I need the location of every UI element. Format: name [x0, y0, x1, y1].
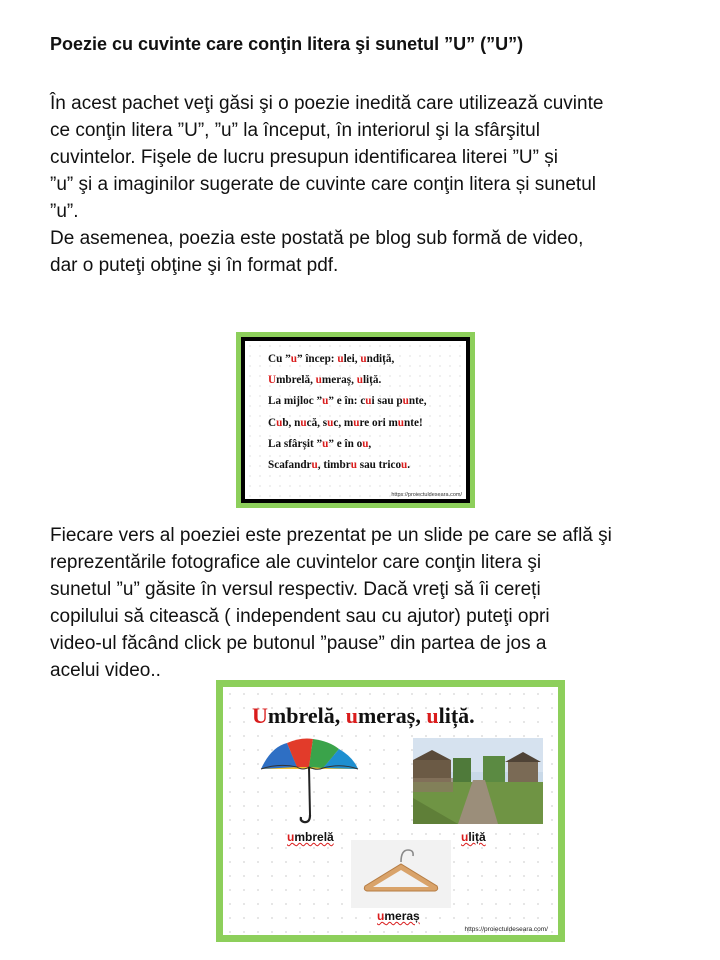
poem-line [268, 370, 466, 391]
highlight-letter-u: u [426, 703, 439, 728]
text-run: că, s [306, 416, 328, 429]
street-picture [413, 738, 543, 824]
text-run: c, m [333, 416, 354, 429]
text-run: ndiță, [366, 353, 395, 365]
text-run: ” e în: c [328, 395, 366, 408]
highlight-letter-u: u [327, 416, 334, 429]
text-run: ” încep: [296, 353, 338, 365]
text-run: i sau p [371, 395, 403, 408]
text-run: meraș, [321, 374, 357, 387]
text-run: liță [468, 830, 486, 844]
text-run: , [368, 437, 372, 450]
highlight-letter-u: u [290, 353, 297, 365]
text-run: nte, [408, 395, 427, 408]
text-run: C [268, 416, 277, 429]
intro-line: De asemenea, poezia este postată pe blog sub formă de video, [50, 228, 584, 249]
intro-line: cuvintelor. Fişele de lucru presupun identificarea literei ”U” și [50, 147, 558, 168]
word-slide-image [216, 680, 565, 942]
text-run: nte! [404, 416, 423, 429]
text-run: meraș, [357, 703, 427, 728]
highlight-letter-u: u [337, 353, 344, 365]
video-line: video-ul făcând click pe butonul ”pause” din partea de jos a [50, 633, 547, 654]
text-run: liță. [438, 703, 475, 728]
highlight-letter-u: u [315, 374, 322, 387]
video-paragraph [50, 522, 700, 684]
video-line: sunetul ”u” găsite în versul respectiv. Dacă vreţi să îi cereți [50, 579, 541, 600]
text-run: Cu ” [268, 353, 291, 365]
highlight-letter-u: u [377, 909, 385, 923]
poem-line [268, 391, 466, 412]
text-run: mbrelă, [276, 374, 316, 387]
poem-line [268, 455, 466, 476]
highlight-letter-u: u [461, 830, 469, 844]
text-run: meraș [384, 909, 420, 923]
text-run: mbrelă [294, 830, 334, 844]
video-line: acelui video.. [50, 660, 161, 681]
hanger-picture [351, 840, 451, 908]
video-line: copilului să citească ( independent sau cu ajutor) puteţi opri [50, 606, 550, 627]
poem-slide-frame [241, 337, 470, 503]
text-run: b, n [282, 416, 301, 429]
highlight-letter-u: u [322, 437, 329, 450]
text-run: Scafandr [268, 459, 312, 472]
caption-umbrela [287, 830, 334, 844]
highlight-letter-u: U [268, 374, 277, 387]
poem-line [268, 349, 466, 370]
highlight-letter-u: u [397, 416, 405, 429]
highlight-letter-u: u [276, 416, 283, 429]
text-run: sau trico [356, 459, 402, 472]
poem-line [268, 413, 466, 434]
intro-line: ce conţin litera ”U”, ”u” la început, în interiorul şi la sfârşitul [50, 120, 540, 141]
text-run: ” e în o [328, 437, 363, 450]
word-slide-title [252, 703, 475, 729]
umbrella-picture [257, 737, 362, 825]
video-line: Fiecare vers al poeziei este prezentat pe un slide pe care se află şi [50, 525, 612, 546]
poem-slide-image [236, 332, 475, 508]
highlight-letter-u: u [322, 395, 329, 408]
highlight-letter-u: u [287, 830, 295, 844]
word-slide-paper [223, 687, 558, 935]
intro-line: ”u”. [50, 201, 79, 222]
page-title: Poezie cu cuvinte care conţin litera şi sunetul ”U” (”U”) [50, 34, 524, 54]
text-run: liță. [362, 374, 382, 387]
text-run: lei, [343, 353, 361, 365]
text-run: re ori m [359, 416, 398, 429]
poem-line [268, 434, 466, 455]
caption-umeras [377, 909, 420, 923]
poem-slide-url: https://proiectuldeseara.com/ [391, 492, 462, 498]
highlight-letter-u: u [356, 374, 363, 387]
highlight-letter-u: u [365, 395, 372, 408]
highlight-letter-u: U [252, 703, 268, 728]
text-run: . [407, 459, 411, 472]
intro-paragraph [50, 90, 700, 279]
video-line: reprezentările fotografice ale cuvintelor care conţin litera şi [50, 552, 542, 573]
caption-word [461, 830, 486, 844]
highlight-letter-u: u [300, 416, 307, 429]
poem-slide-paper [245, 341, 466, 499]
text-run: , timbr [317, 459, 351, 472]
highlight-letter-u: u [350, 459, 357, 472]
highlight-letter-u: u [401, 459, 408, 472]
word-slide-url: https://proiectuldeseara.com/ [464, 926, 548, 933]
intro-line: În acest pachet veţi găsi şi o poezie inedită care utilizează cuvinte [50, 93, 604, 114]
highlight-letter-u: u [402, 395, 409, 408]
text-run: La sfârșit ” [268, 437, 323, 450]
caption-word [287, 830, 334, 844]
text-run: mbrelă, [267, 703, 346, 728]
highlight-letter-u: u [353, 416, 360, 429]
caption-ulita [461, 830, 486, 844]
intro-line: ”u” şi a imaginilor sugerate de cuvinte care conţin litera și sunetul [50, 174, 596, 195]
highlight-letter-u: u [345, 703, 358, 728]
highlight-letter-u: u [311, 459, 318, 472]
intro-line: dar o puteţi obţine şi în format pdf. [50, 255, 339, 276]
highlight-letter-u: u [360, 353, 367, 365]
text-run: La mijloc ” [268, 395, 323, 408]
caption-word [377, 909, 420, 923]
highlight-letter-u: u [362, 437, 369, 450]
